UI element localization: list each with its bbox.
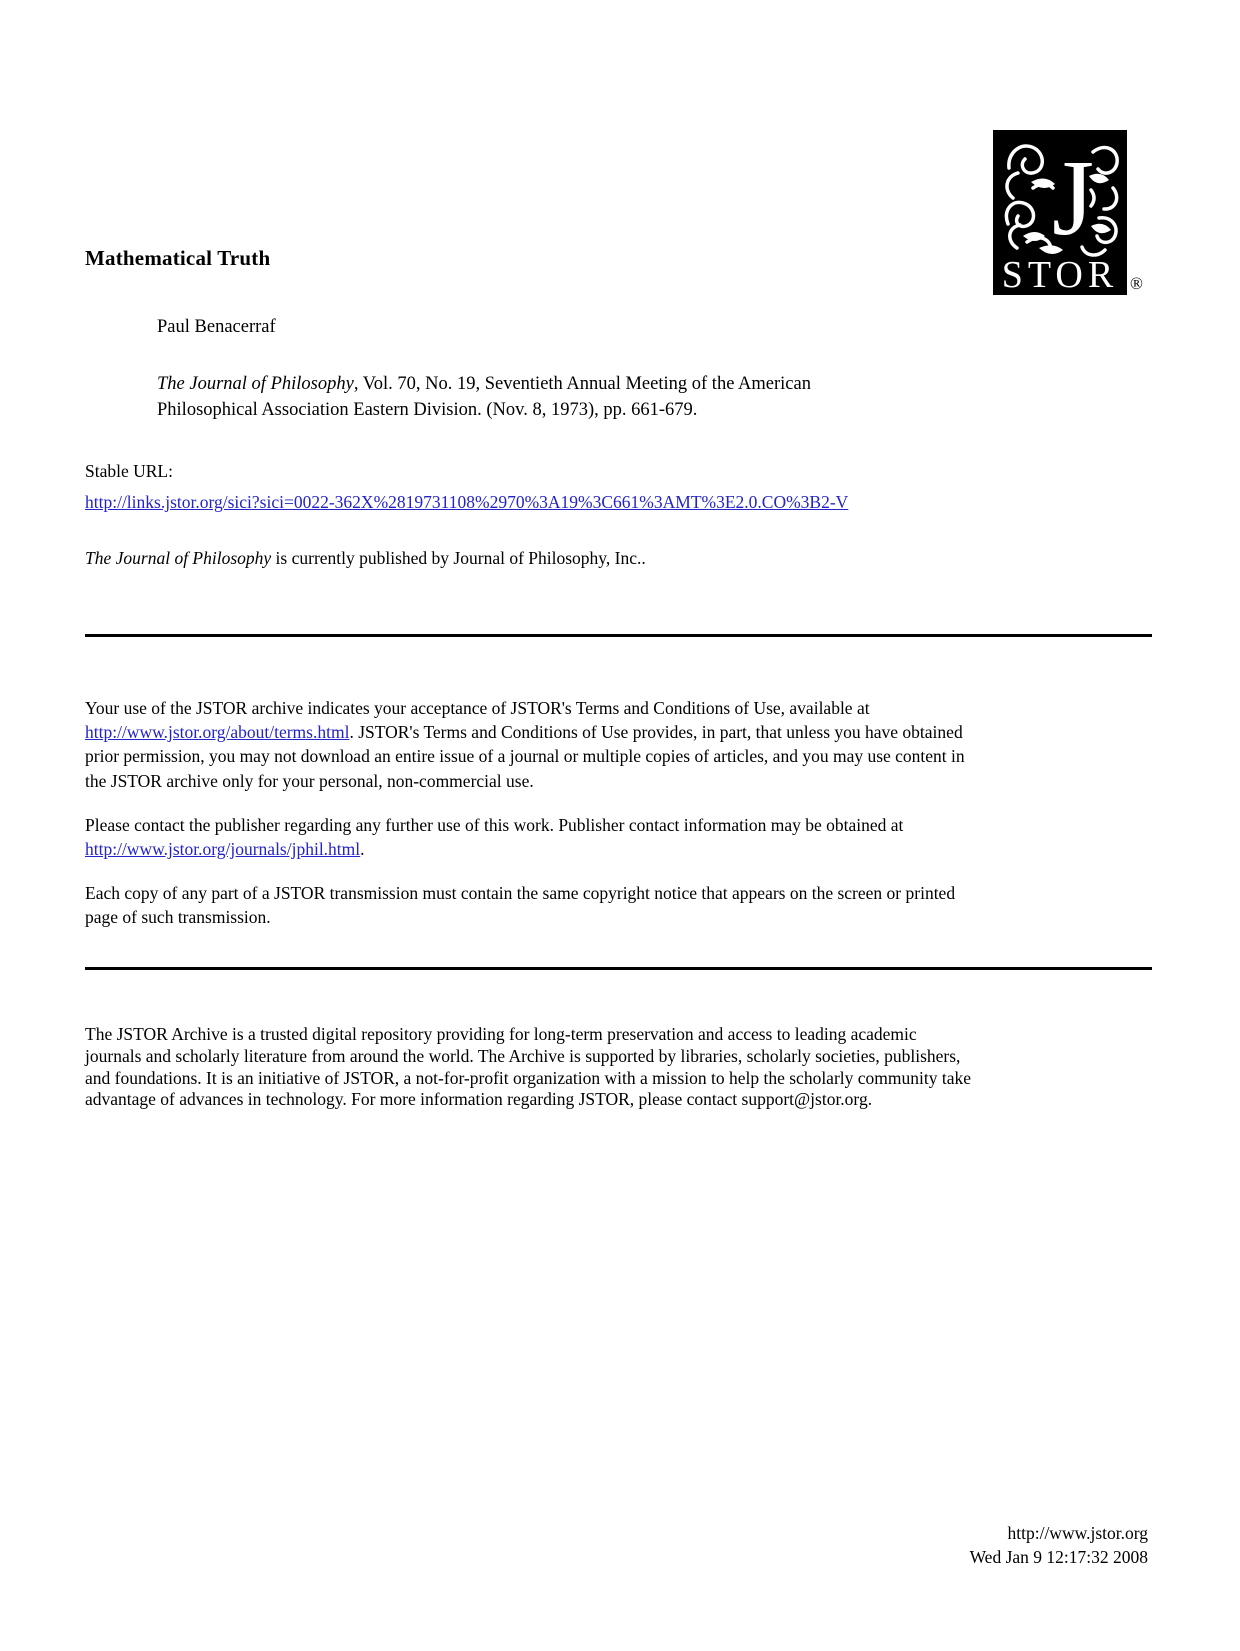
stable-url-link[interactable]: http://links.jstor.org/sici?sici=0022-362X%2819731108%2970%3A19%3C661%3AMT%3E2.0.CO%3B2-V xyxy=(85,492,849,512)
jstor-logo xyxy=(993,130,1127,295)
terms-p1-line3: prior permission, you may not download an entire issue of a journal or multiple copies of articles, and you may use content in xyxy=(85,746,965,767)
publisher-journal-name: The Journal of Philosophy xyxy=(85,548,272,568)
publisher-rest: is currently published by Journal of Philosophy, Inc.. xyxy=(271,548,646,568)
article-title: Mathematical Truth xyxy=(85,246,271,270)
citation-line2: Philosophical Association Eastern Division. (Nov. 8, 1973), pp. 661-679. xyxy=(157,400,698,420)
publisher-contact-link[interactable]: http://www.jstor.org/journals/jphil.html xyxy=(85,839,361,860)
horizontal-rule-top xyxy=(85,634,1152,637)
terms-paragraph-2 xyxy=(85,813,1185,861)
terms-p2-line1: Please contact the publisher regarding any further use of this work. Publisher contact information may be obtained at xyxy=(85,815,904,835)
registered-trademark-symbol: ® xyxy=(1130,274,1143,293)
archive-description xyxy=(85,1024,1185,1111)
stable-url-label: Stable URL: xyxy=(85,461,173,481)
logo-text-stor: STOR xyxy=(1001,254,1119,295)
jstor-logo-image xyxy=(993,130,1127,295)
citation-journal-name: The Journal of Philosophy xyxy=(157,374,354,394)
horizontal-rule-bottom xyxy=(85,967,1152,970)
footer-url: http://www.jstor.org xyxy=(1007,1523,1148,1543)
archive-line2: journals and scholarly literature from around the world. The Archive is supported by libraries, scholarly societies, publishers, xyxy=(85,1045,961,1066)
publisher-note xyxy=(85,548,646,569)
logo-letter-j: J xyxy=(1051,139,1095,258)
article-author: Paul Benacerraf xyxy=(157,317,276,337)
citation-line1-rest: , Vol. 70, No. 19, Seventieth Annual Meeting of the American xyxy=(353,374,811,394)
archive-line1: The JSTOR Archive is a trusted digital repository providing for long-term preservation and access to leading academic xyxy=(85,1024,917,1044)
footer-timestamp: Wed Jan 9 12:17:32 2008 xyxy=(969,1546,1148,1567)
article-citation xyxy=(157,371,1057,423)
archive-line3: and foundations. It is an initiative of JSTOR, a not-for-profit organization with a mission to help the scholarly community take xyxy=(85,1067,971,1088)
terms-p2-line2: . xyxy=(360,839,365,860)
archive-line4: advantage of advances in technology. For more information regarding JSTOR, please contact support@jstor.org. xyxy=(85,1089,873,1110)
terms-paragraph-1 xyxy=(85,696,1185,793)
page-footer xyxy=(970,1522,1148,1569)
terms-conditions-link[interactable]: http://www.jstor.org/about/terms.html xyxy=(85,722,350,743)
terms-p1-line4: the JSTOR archive only for your personal, non-commercial use. xyxy=(85,770,534,791)
terms-p1-line1: Your use of the JSTOR archive indicates your acceptance of JSTOR's Terms and Conditions of Use, available at xyxy=(85,698,870,718)
terms-p3-line2: page of such transmission. xyxy=(85,907,271,928)
terms-paragraph-3 xyxy=(85,881,1185,929)
terms-p3-line1: Each copy of any part of a JSTOR transmission must contain the same copyright notice that appears on the screen or printed xyxy=(85,883,956,903)
terms-p1-line2: . JSTOR's Terms and Conditions of Use provides, in part, that unless you have obtained xyxy=(349,722,963,743)
